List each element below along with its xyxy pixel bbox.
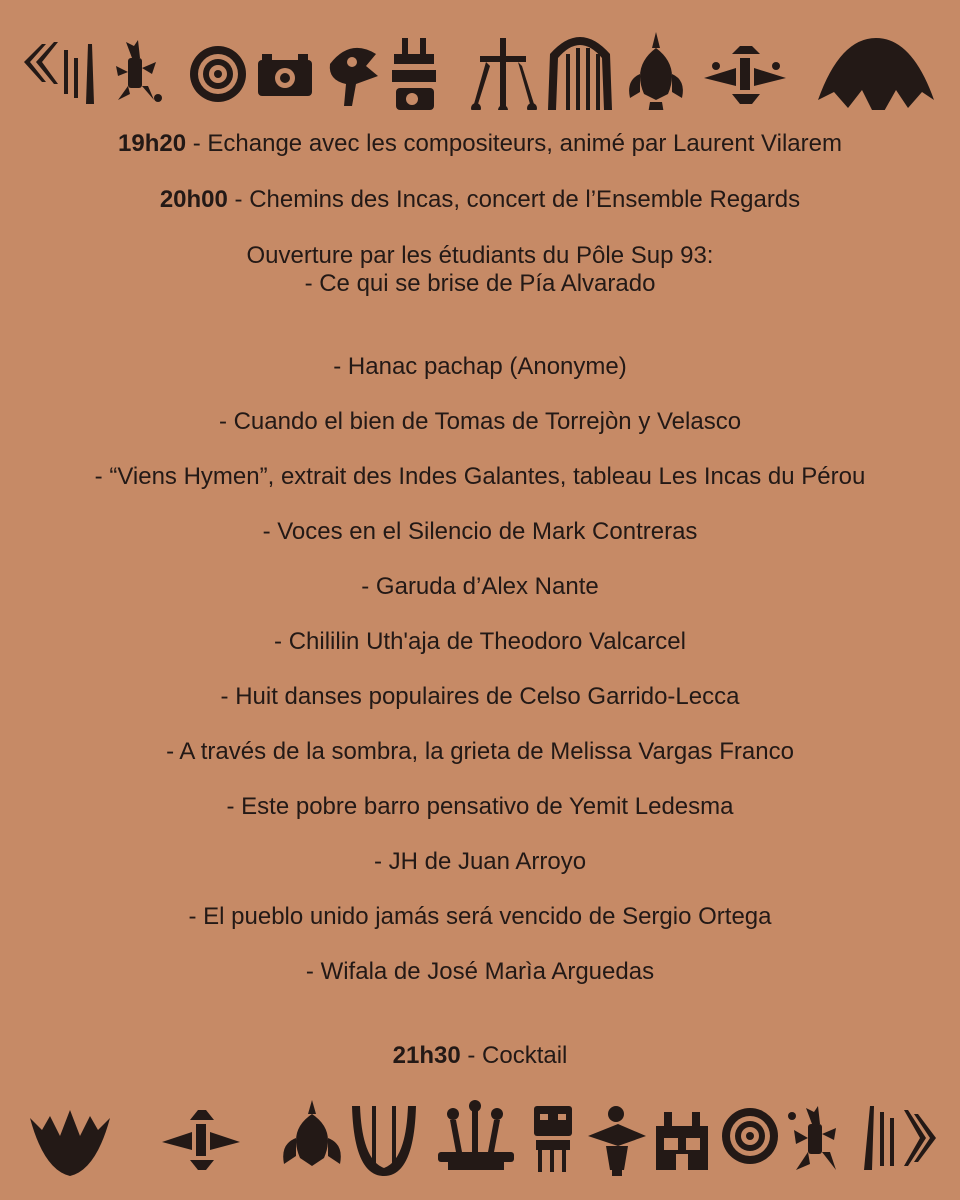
lizard-figure-icon — [788, 1106, 836, 1170]
lotus-bud-icon — [629, 32, 683, 110]
robot-glyph-icon — [534, 1106, 572, 1172]
program-item: - Cuando el bien de Tomas de Torrejòn y Velasco — [218, 408, 742, 435]
eye-glyph-icon — [258, 54, 312, 96]
closing-time: 21h30 — [392, 1042, 461, 1069]
schedule-line-2 — [0, 186, 960, 214]
fringed-arch-icon — [352, 1106, 416, 1176]
program-item: - JH de Juan Arroyo — [373, 848, 587, 875]
program-item: - Hanac pachap (Anonyme) — [333, 353, 627, 380]
schedule-time: 19h20 — [118, 130, 187, 157]
chevron-lines-icon — [864, 1106, 936, 1170]
bird-head-icon — [330, 48, 378, 106]
pendant-lamp-icon — [471, 38, 537, 110]
overture-heading: Ouverture par les étudiants du Pôle Sup 93: — [246, 242, 714, 269]
winged-cross-icon — [704, 46, 786, 104]
program-item: - Chililin Uth'aja de Theodoro Valcarcel — [274, 628, 686, 655]
bat-wing-icon — [30, 1110, 110, 1176]
program-item: - Voces en el Silencio de Mark Contreras — [262, 518, 698, 545]
candelabra-icon — [438, 1100, 514, 1170]
sun-flower-icon — [190, 46, 246, 102]
closing-text: - Cocktail — [460, 1042, 568, 1069]
lotus-bud-icon — [283, 1100, 341, 1166]
program-item: - Garuda d’Alex Nante — [361, 573, 599, 600]
winged-cross-icon — [162, 1110, 240, 1170]
bat-wing-icon — [818, 38, 934, 110]
chevron-lines-icon — [24, 42, 94, 104]
fringed-arch-icon — [548, 37, 612, 110]
closing-line — [0, 1042, 960, 1070]
program-item: - El pueblo unido jamás será vencido de Sergio Ortega — [188, 903, 772, 930]
program-item: - Este pobre barro pensativo de Yemit Ledesma — [226, 793, 734, 820]
schedule-text: - Echange avec les compositeurs, animé par Laurent Vilarem — [186, 130, 842, 157]
bottom-decorative-band — [0, 1090, 960, 1186]
schedule-text: - Chemins des Incas, concert de l’Ensemble Regards — [227, 186, 801, 213]
overture-item: - Ce qui se brise de Pía Alvarado — [304, 270, 656, 297]
program-item: - Wifala de José Marìa Arguedas — [305, 958, 655, 985]
schedule-line-1 — [0, 130, 960, 158]
condor-icon — [588, 1106, 646, 1176]
top-decorative-band — [0, 14, 960, 110]
house-glyph-icon — [656, 1112, 708, 1170]
schedule-time: 20h00 — [159, 186, 228, 213]
sun-flower-icon — [722, 1108, 778, 1164]
lizard-figure-icon — [116, 40, 162, 102]
program-item: - A través de la sombra, la grieta de Melissa Vargas Franco — [166, 738, 794, 765]
program-item: - “Viens Hymen”, extrait des Indes Galantes, tableau Les Incas du Pérou — [94, 463, 866, 490]
program-item: - Huit danses populaires de Celso Garrido-Lecca — [220, 683, 740, 710]
spiral-glyph-icon — [392, 38, 436, 110]
